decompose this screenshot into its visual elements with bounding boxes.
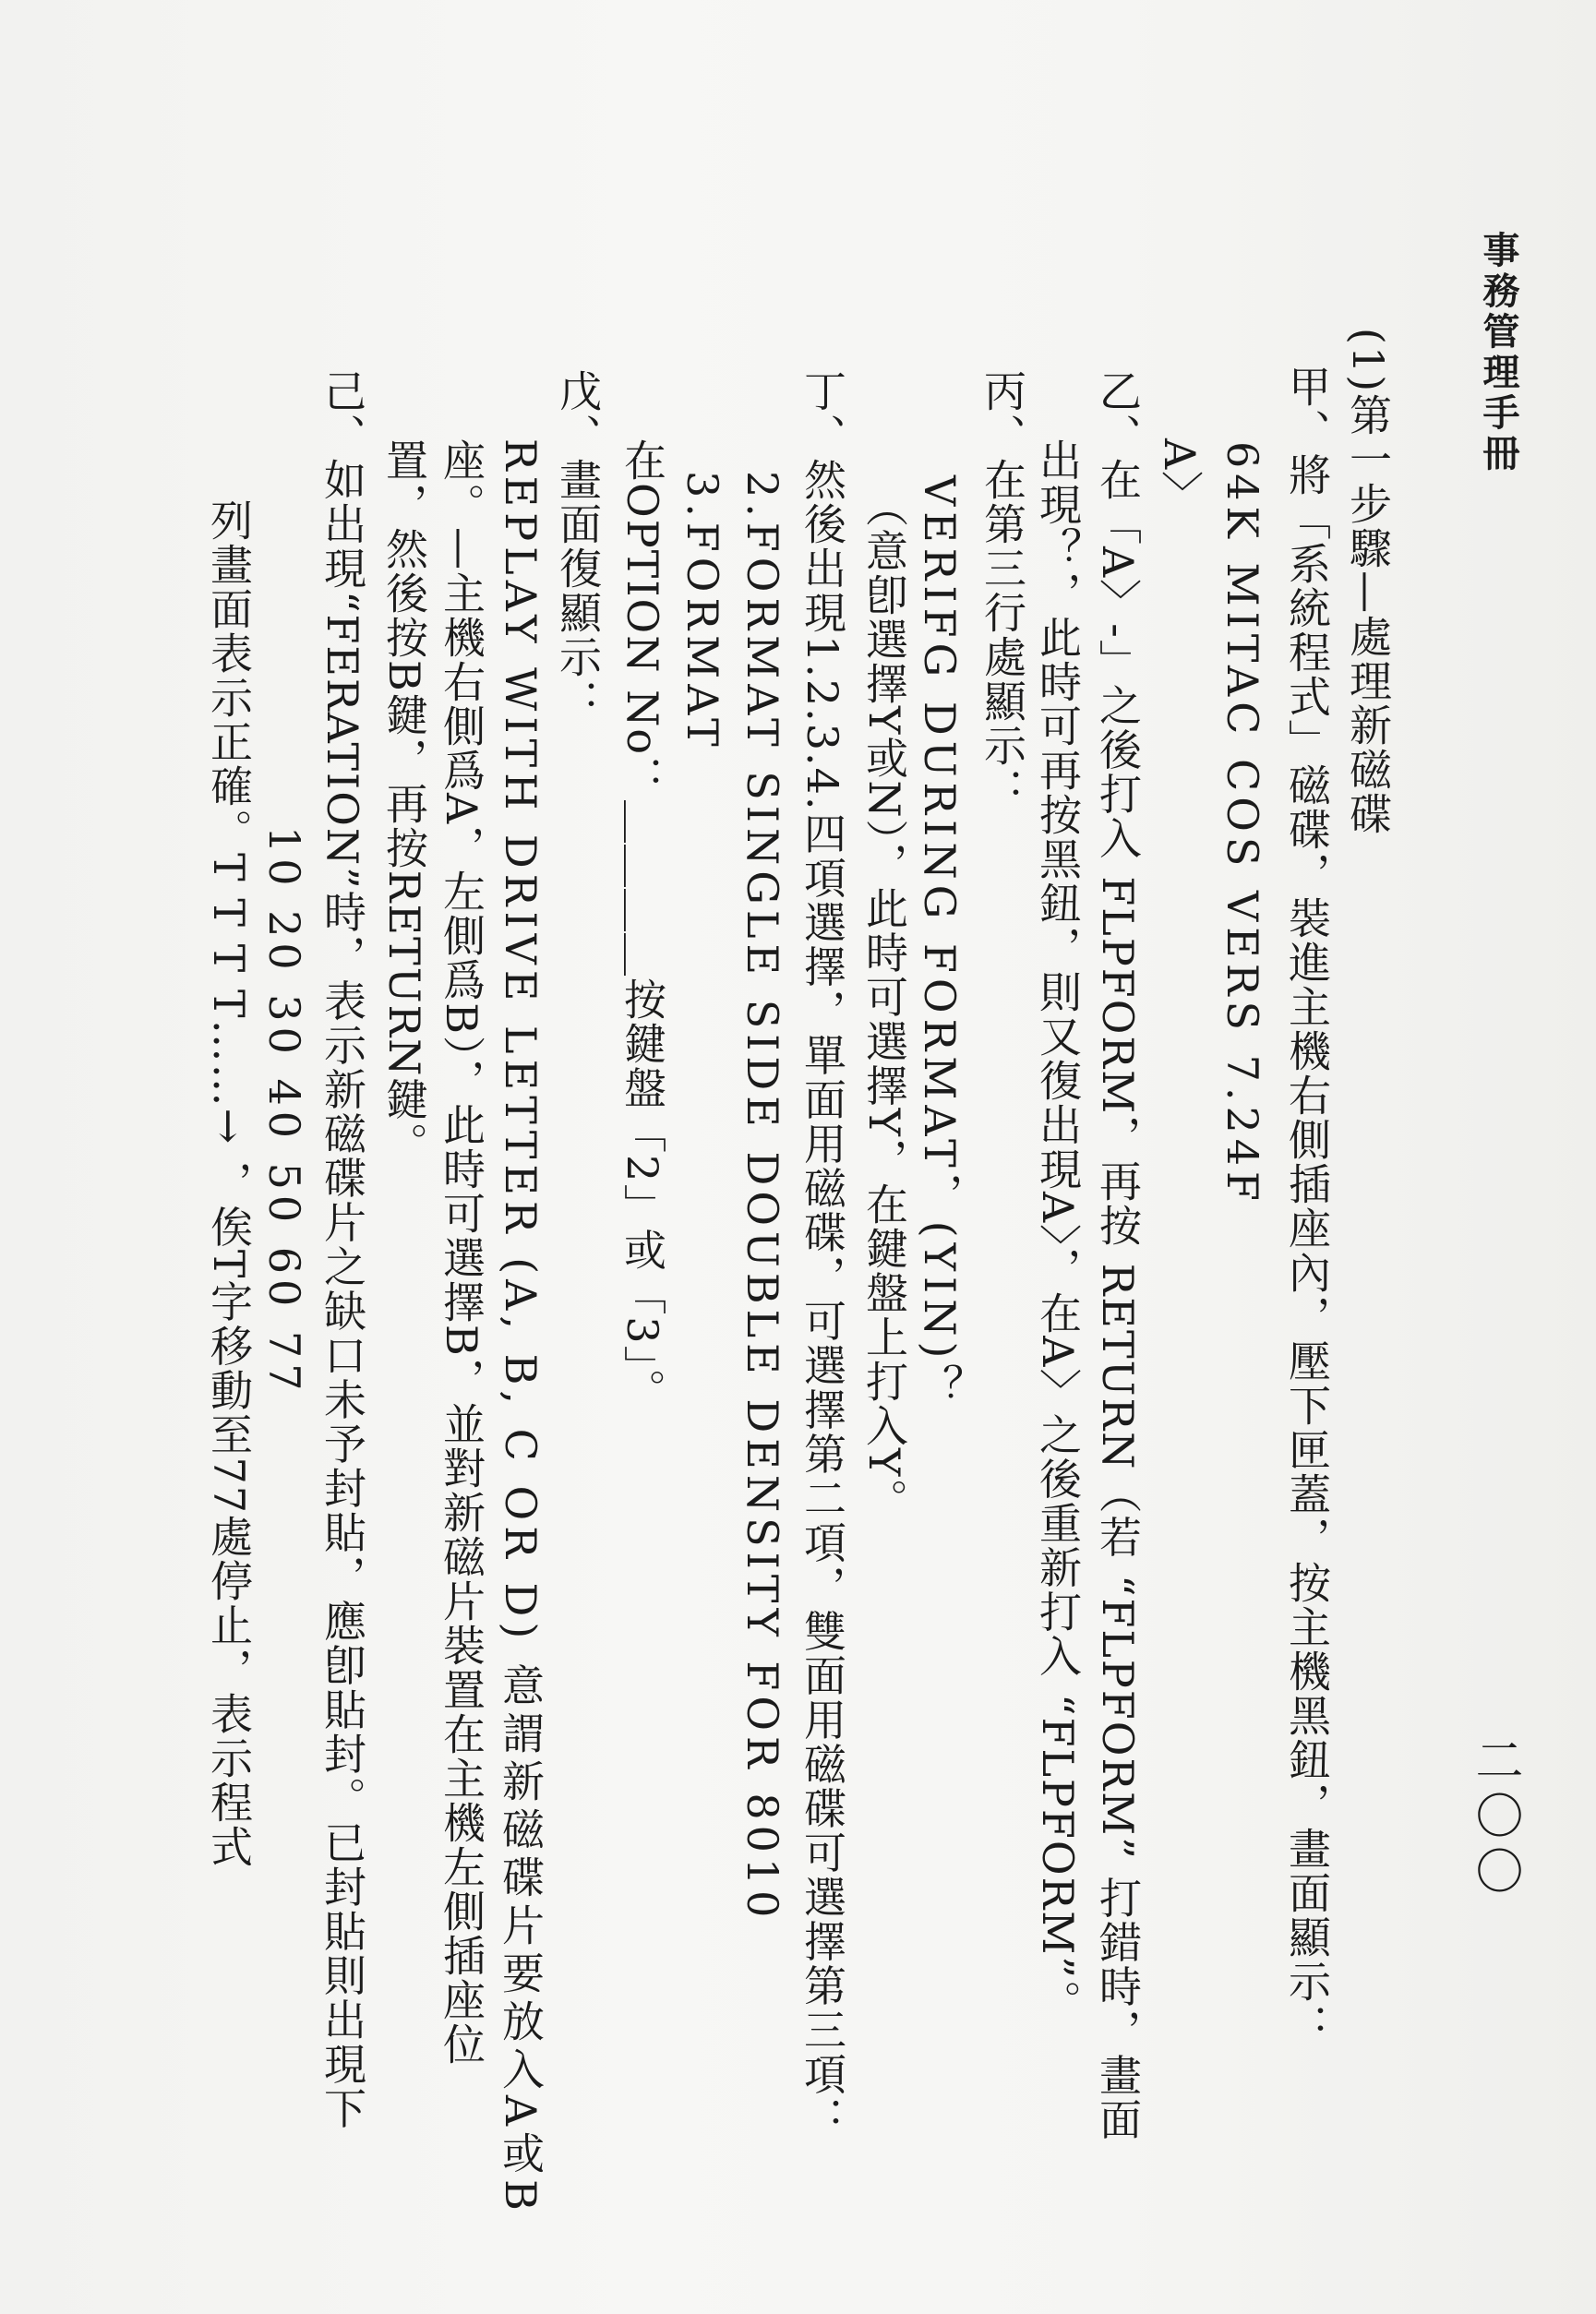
paragraph-wu-cont: 座。—主機右側爲A，左側爲B），此時可選擇B，並對新磁片裝置在主機左側插座位	[437, 438, 486, 2067]
paragraph-yi: 乙、在「A〉-」之後打入 FLPFORM，再按 RETURN（若 “FLPFORM” 打錯時，畫面	[1093, 369, 1143, 2142]
track-scale: 10 20 30 40 50 60 77	[259, 826, 309, 1397]
paragraph-ji-cont: 列畫面表示正確。T T T T……→ ，俟T字移動至77處停止，表示程式	[204, 498, 254, 1869]
book-title: 事務管理手冊	[1477, 231, 1520, 474]
format-option-2: 2.FORMAT SINGLE SIDE DOUBLE DENSITY FOR 8010	[738, 471, 787, 1924]
prompt-line: A〉	[1155, 438, 1205, 516]
paragraph-wu-end: 置，然後按B鍵，再按RETURN鍵。	[379, 438, 429, 1167]
section-heading: (1)第一步驟—處理新磁碟	[1343, 328, 1393, 837]
paragraph-yi-cont: 出現？，此時可再按黑鈕，則又復出現A〉，在A〉之後重新打入 “FLPFORM”。	[1033, 438, 1083, 2024]
paragraph-jia: 甲、將「系統程式」磁碟，裝進主機右側插座內，壓下匣蓋，按主機黑鈕，畫面顯示：	[1282, 365, 1332, 2048]
format-option-3: 3.FORMAT	[678, 471, 727, 752]
paragraph-ding: 丁、然後出現1.2.3.4.四項選擇，單面用磁碟，可選擇第二項，雙面用磁碟可選擇第三項：	[798, 369, 847, 2141]
paragraph-bing-note: （意卽選擇Y或N），此時可選擇Y，在鍵盤上打入Y。	[859, 485, 909, 1523]
system-version-line: 64K MITAC COS VERS 7.24F	[1218, 441, 1267, 1206]
page-number: 二〇〇	[1467, 1735, 1522, 1901]
drive-letter-prompt: REPLAY WITH DRIVE LETTER (A, B, C OR D) 意謂新磁碟片要放入A或B	[496, 438, 546, 2216]
paragraph-ji: 己、如出現“FERATION”時，表示新磁碟片之缺口未予封貼，應卽貼封。已封貼則出現下	[318, 369, 367, 2131]
paragraph-bing: 丙、在第三行處顯示：	[978, 369, 1027, 812]
paragraph-wu: 戊、畫面復顯示：	[553, 369, 603, 724]
verify-prompt: VERIFG DURING FORMAT，(YIN)？	[915, 475, 965, 1412]
option-number-line: 在OPTION No：＿＿＿＿按鍵盤「2」或「3」。	[618, 438, 667, 1413]
